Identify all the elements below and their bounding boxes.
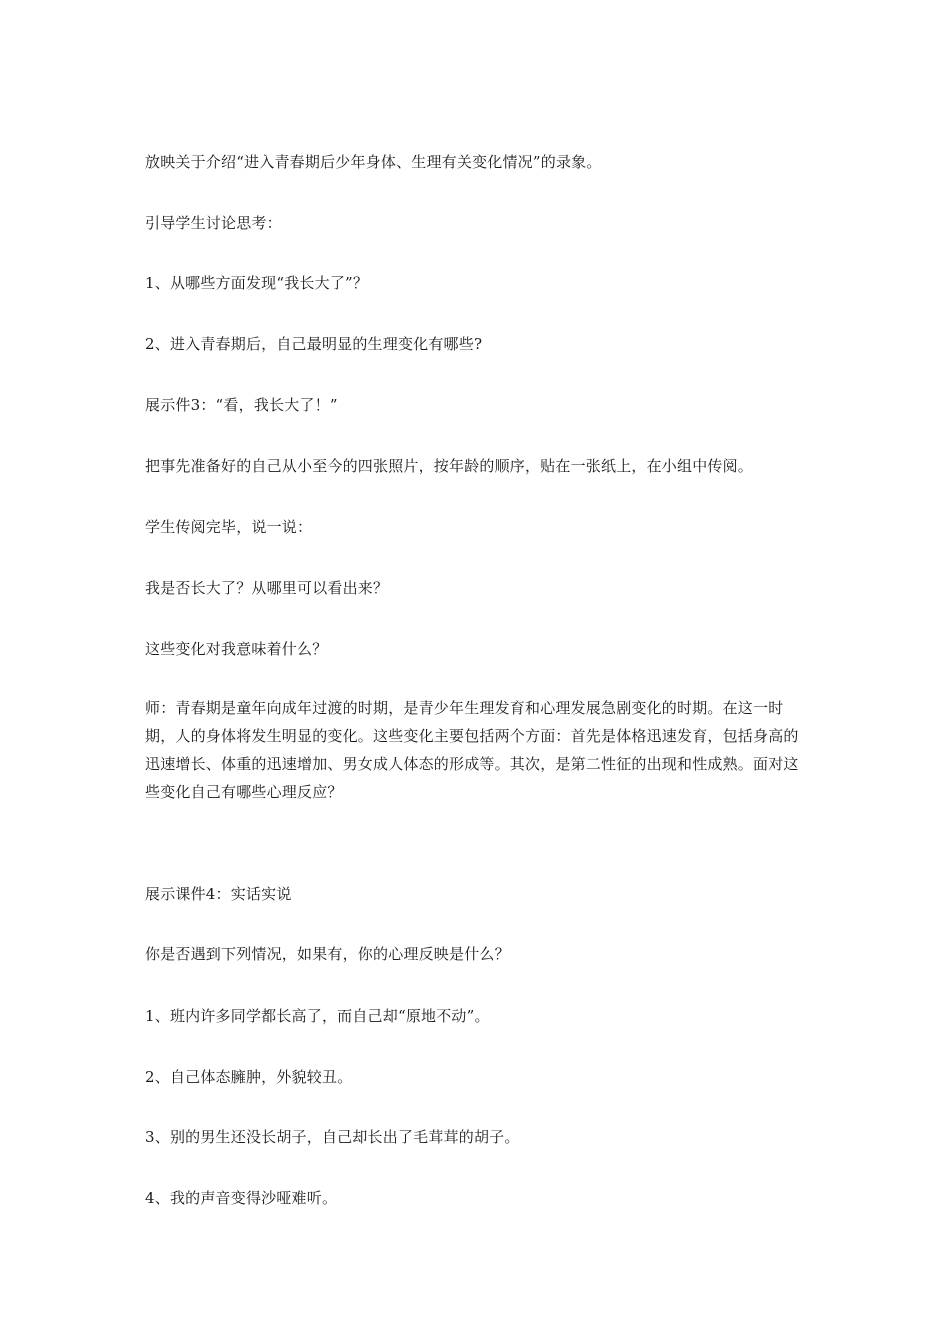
text-line: 这些变化对我意味着什么？ — [145, 640, 328, 658]
text-line: 1、班内许多同学都长高了，而自己却“原地不动”。 — [145, 1007, 490, 1025]
text-line: 放映关于介绍“进入青春期后少年身体、生理有关变化情况”的录象。 — [145, 153, 602, 171]
text-line: 1、从哪些方面发现“我长大了”？ — [145, 274, 369, 292]
text-line: 引导学生讨论思考： — [145, 214, 282, 232]
text-line: 展示件3：“看，我长大了！” — [145, 396, 338, 414]
text-line: 我是否长大了？从哪里可以看出来？ — [145, 579, 389, 597]
text-line: 展示课件4：实话实说 — [145, 885, 292, 903]
text-line: 4、我的声音变得沙哑难听。 — [145, 1189, 338, 1207]
paragraph: 师：青春期是童年向成年过渡的时期，是青少年生理发育和心理发展急剧变化的时期。在这一时期，人的身体将发生明显的变化。这些变化主要包括两个方面：首先是体格迅速发育，包括身高的迅速增长、体重的迅速增加、男女成人体态的形成等。其次，是第二性征的出现和性成熟。面对这些变化自己有哪些心理反应？ — [145, 699, 799, 801]
text-line: 把事先准备好的自己从小至今的四张照片，按年龄的顺序，贴在一张纸上，在小组中传阅。 — [145, 457, 754, 475]
text-line: 学生传阅完毕，说一说： — [145, 518, 313, 536]
text-line: 2、进入青春期后，自己最明显的生理变化有哪些? — [145, 335, 483, 353]
text-line: 你是否遇到下列情况，如果有，你的心理反映是什么？ — [145, 945, 510, 963]
text-line: 3、别的男生还没长胡子，自己却长出了毛茸茸的胡子。 — [145, 1128, 520, 1146]
document-page — [145, 0, 815, 1344]
text-line: 2、自己体态臃肿，外貌较丑。 — [145, 1068, 353, 1086]
